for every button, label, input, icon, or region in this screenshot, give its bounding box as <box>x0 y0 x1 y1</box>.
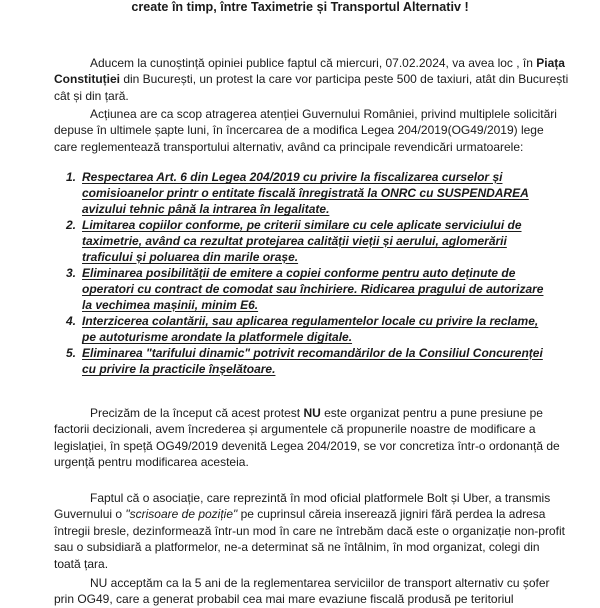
para3-line3: legislației, în speță OG49/2019 devenită Legea 204/2019, se vor concretiza într-o ordonanță de <box>54 438 560 453</box>
demand-item <box>66 169 571 217</box>
para3-line1-bold: NU <box>303 406 321 420</box>
demand-line: cu privire la practicile înșelătoare. <box>82 362 276 376</box>
demand-line: comisioanelor printr o entitate fiscală înregistrată la ONRC cu SUSPENDAREA <box>82 186 529 200</box>
demand-number: 1. <box>66 170 77 184</box>
para2-line2: depuse în ultimele șapte luni, în încercarea de a modifica Legea 204/2019(OG49/2019) lege <box>54 123 544 138</box>
demand-line: traficului și poluarea din marile orașe. <box>82 250 299 264</box>
demand-line: taximetrie, având ca rezultat protejarea calității vieții și aerului, aglomerării <box>82 234 507 248</box>
demand-item <box>66 345 571 377</box>
demand-line: Interzicerea colantării, sau aplicarea regulamentelor locale cu privire la reclame, <box>82 314 539 328</box>
paragraph-announcement <box>54 55 576 104</box>
demand-line: la vechimea mașinii, minim E6. <box>82 298 259 312</box>
demand-line: operatori cu contract de comodat sau închiriere. Ridicarea pragului de autorizare <box>82 282 544 296</box>
demand-number: 5. <box>66 346 77 360</box>
para1-line3: cât și din țară. <box>54 88 129 103</box>
para4-line2-a: Guvernului o <box>54 507 126 522</box>
para5-line2: prin OG49, care a generat probabil cea mai mare evaziune fiscală produsă pe teritoriul <box>54 592 514 607</box>
para4-line3: întregii bresle, dezinformează într-un mod în care ne întrebăm dacă este o organizație non-profit <box>54 523 565 538</box>
demand-number: 3. <box>66 266 77 280</box>
paragraph-association <box>54 490 576 572</box>
demand-number: 4. <box>66 314 77 328</box>
demand-item <box>66 313 571 345</box>
para2-line3: care reglementează transportului alternativ, având ca principale revendicări urmatoarele: <box>54 139 524 154</box>
demand-line: avizului tehnic până la intrarea în legalitate. <box>82 202 330 216</box>
para3-line1-a: Precizăm de la început că acest protest <box>90 406 304 420</box>
para1-line2-bold: Constituției <box>54 72 120 87</box>
para1-line2: din București, un protest la care vor participa peste 500 de taxiuri, atât din București <box>120 72 569 87</box>
para5-line1: NU acceptăm ca la 5 ani de la reglementarea serviciilor de transport alternativ cu șofer <box>90 576 550 590</box>
para1-line1: Aducem la cunoștință opiniei publice faptul că miercuri, 07.02.2024, va avea loc , în <box>90 56 537 70</box>
headline: create în timp, între Taximetrie și Transportul Alternativ ! <box>131 0 469 14</box>
para3-line4: urgență pentru modificarea acesteia. <box>54 455 249 470</box>
demand-line: Respectarea Art. 6 din Legea 204/2019 cu privire la fiscalizarea curselor și <box>82 170 503 184</box>
demand-line: Limitarea copiilor conforme, pe criterii similare cu cele aplicate serviciului de <box>82 218 522 232</box>
para4-line2-b: pe cuprinsul căreia inserează jigniri fără perdea la adresa <box>237 507 546 522</box>
para4-line4: sau o subsidiară a platformelor, ne-a determinat să ne întâlnim, în mod organizat, colegi din <box>54 540 540 555</box>
demand-item <box>66 265 571 313</box>
para3-line1-b: este organizat pentru a pune presiune pe <box>320 406 543 420</box>
para1-line1-bold: Piața <box>536 56 565 70</box>
paragraph-purpose <box>54 106 576 155</box>
demand-line: Eliminarea "tarifului dinamic" potrivit recomandărilor de la Consiliul Concurenței <box>82 346 543 360</box>
paragraph-clarification <box>54 405 576 471</box>
demand-line: Eliminarea posibilității de emitere a copiei conforme pentru auto deținute de <box>82 266 516 280</box>
para4-line1: Faptul că o asociație, care reprezintă în mod oficial platformele Bolt și Uber, a transmis <box>90 491 551 505</box>
para4-line5: toată țara. <box>54 556 109 571</box>
demand-item <box>66 217 571 265</box>
para2-line1: Acțiunea are ca scop atragerea atenției Guvernului României, privind multiplele solicitări <box>90 107 557 121</box>
para3-line2: factorii decizionali, avem încrederea și argumentele că propunerile noastre de modificare a <box>54 422 536 437</box>
paragraph-rejection <box>54 575 576 608</box>
demands-list <box>66 169 571 377</box>
para4-line2-italic: "scrisoare de poziție" <box>125 507 238 522</box>
demand-line: pe autoturisme arondate la platformele digitale. <box>82 330 353 344</box>
demand-number: 2. <box>66 218 77 232</box>
